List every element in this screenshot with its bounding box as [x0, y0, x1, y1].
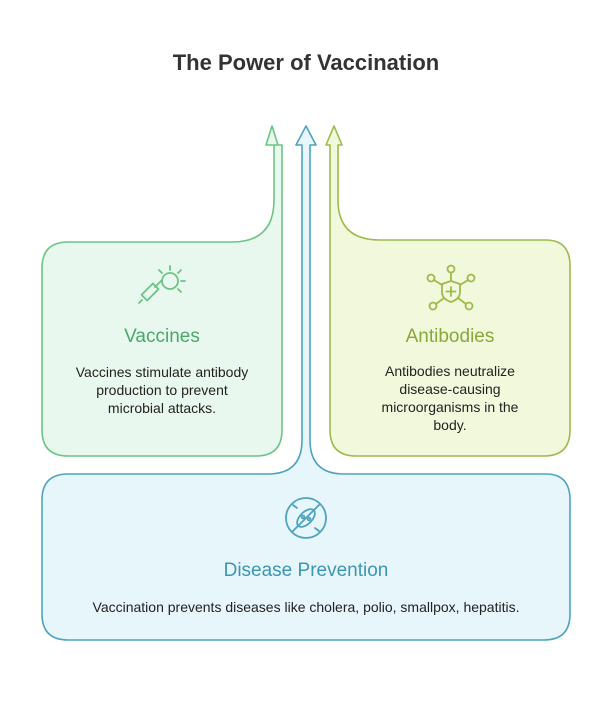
vaccines-description: Vaccines stimulate antibody production to prevent microbial attacks.	[75, 364, 249, 416]
antibodies-title: Antibodies	[405, 326, 495, 347]
vaccines-title: Vaccines	[124, 326, 200, 347]
prevention-description: Vaccination prevents diseases like cholera, polio, smallpox, hepatitis.	[92, 599, 520, 615]
prevention-title: Disease Prevention	[223, 560, 389, 581]
diagram-title: The Power of Vaccination	[172, 50, 440, 75]
antibodies-description: Antibodies neutralize disease-causing microorganisms in the body.	[381, 363, 519, 433]
